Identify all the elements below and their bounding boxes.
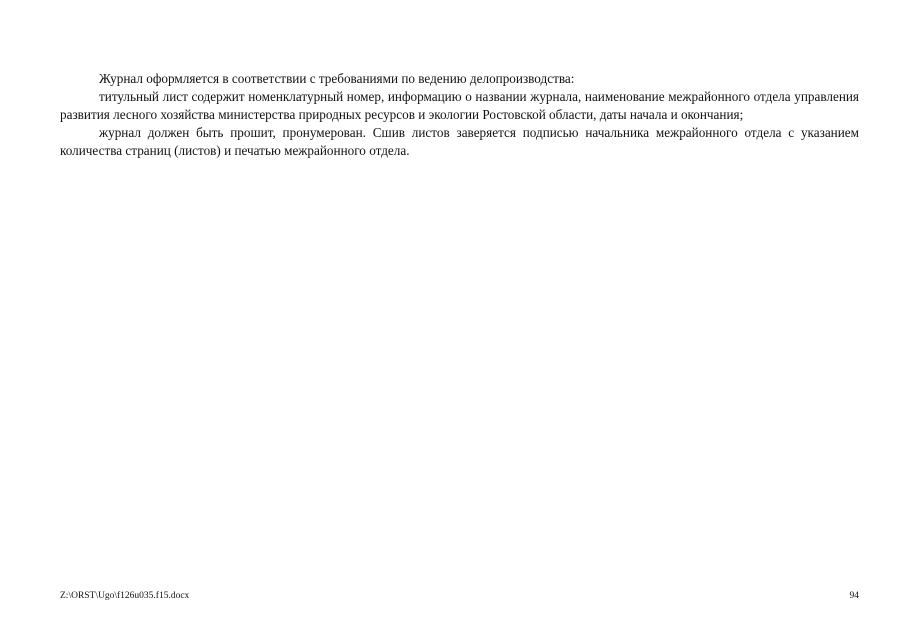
page-footer [60, 589, 859, 603]
footer-page-number: 94 [849, 591, 859, 601]
paragraph-intro: Журнал оформляется в соответствии с требованиями по ведению делопроизводства: [99, 71, 575, 86]
paragraph-title-page: титульный лист содержит номенклатурный номер, информацию о названии журнала, наименование межрайонного отдела управления развития лесного хозяйства министерства природных ресурсов и экологии Ростовской области, даты начала и окончания; [60, 89, 859, 122]
document-body [60, 70, 859, 160]
footer-file-path: Z:\ORST\Ugo\f126u035.f15.docx [60, 591, 190, 601]
paragraph-binding: журнал должен быть прошит, пронумерован. Сшив листов заверяется подписью начальника межрайонного отдела с указанием количества страниц (листов) и печатью межрайонного отдела. [60, 125, 859, 158]
